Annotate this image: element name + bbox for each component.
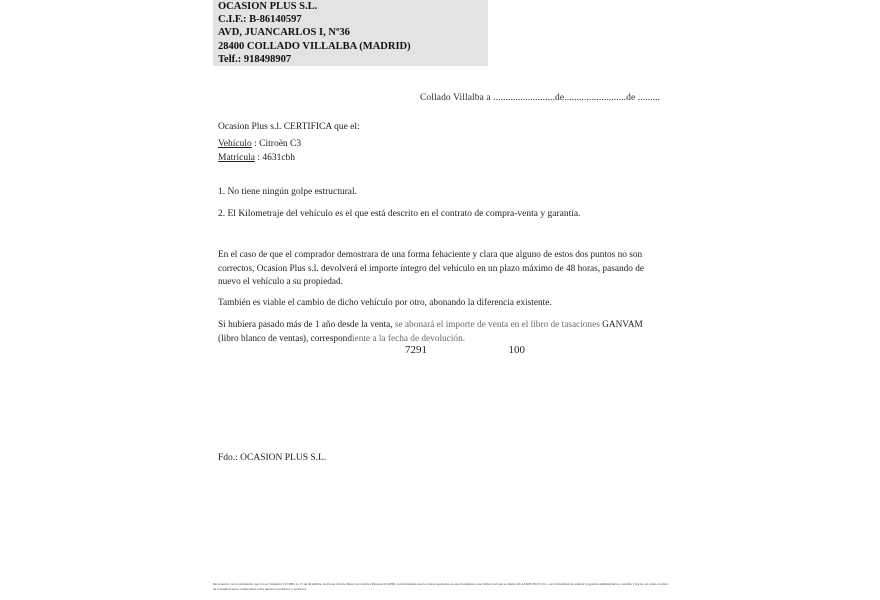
field-matricula-value: : 4631cbh (257, 153, 296, 163)
letterhead-line-phone: Telf.: 918498907 (218, 53, 292, 65)
field-vehiculo-label: Vehículo (218, 139, 252, 149)
legal-footer: De acuerdo con lo establecido por la Ley Orgánica 15/1999, de 13 de diciembre, de Protección de Datos de Carácter Personal (LOPD), le informamos que los datos aportados en este documento a un fichero del que es titular OCASION PLUS S.L. con la finalidad de realizar la gestión administrativa, contable y fiscal, así como el envío de comunicaciones comerciales sobre nuestros productos y servicios. (213, 582, 668, 591)
field-vehiculo (218, 139, 301, 149)
body-paragraph-1: En el caso de que el comprador demostrara de una forma fehaciente y clara que alguno de estos dos puntos no son correctos, Ocasion Plus s.l. devolverá el importe íntegro del vehículo en un plazo máximo de 48 horas, pasando de nuevo el vehículo a su propiedad. (218, 250, 644, 287)
letterhead-block (213, 0, 488, 66)
letterhead-line-city: 28400 COLLADO VILLALBA (MADRID) (218, 40, 411, 52)
letterhead-line-company: OCASION PLUS S.L. (218, 1, 318, 12)
paragraph-3-faded-1: se abonará el importe de venta en el libro de tasaciones (394, 320, 600, 330)
date-line: Collado Villalba a .........................de.........................de ......... (420, 93, 661, 103)
certification-point-2: 2. El Kilometraje del vehículo es el que está descrito en el contrato de compra-venta y garantía. (218, 209, 581, 219)
paragraph-3-clear-2: GANVAM (libro blanco de ventas), correspond (218, 320, 643, 344)
field-matricula-label: Matrícula (218, 153, 255, 163)
certification-point-1: 1. No tiene ningún golpe estructural. (218, 187, 358, 197)
letterhead-line-cif: C.I.F.: B-86140597 (218, 14, 302, 26)
paragraph-3-faded-2: iente a la fecha de devolución. (351, 333, 466, 344)
paragraph-3-clear-1: Si hubiera pasado más de 1 año desde la venta, (218, 320, 395, 330)
certifies-line: Ocasion Plus s.l. CERTIFICA que el: (218, 122, 360, 132)
overlay-numbers (405, 344, 525, 356)
field-matricula (218, 153, 295, 163)
letterhead-line-address: AVD, JUANCARLOS I, Nº36 (218, 27, 350, 39)
signature-line: Fdo.: OCASION PLUS S.L. (218, 453, 327, 463)
overlay-number-right: 100 (508, 344, 525, 356)
overlay-number-left: 7291 (405, 344, 427, 356)
body-paragraph-2: También es viable el cambio de dicho vehículo por otro, abonando la diferencia existente. (218, 298, 552, 308)
field-vehiculo-value: : Citroën C3 (254, 139, 302, 149)
body-paragraph-3 (218, 319, 643, 346)
